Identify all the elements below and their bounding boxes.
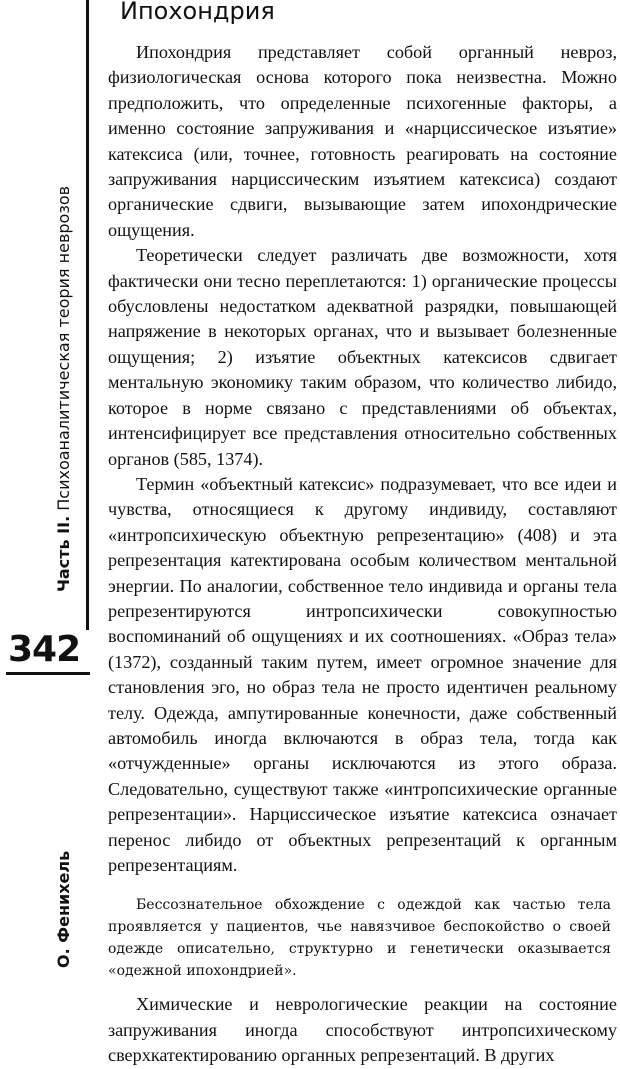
margin-rail xyxy=(0,0,100,992)
part-label: Часть II. xyxy=(54,515,73,592)
page-number-rule xyxy=(6,672,90,675)
paragraph-1: Ипохондрия представляет собой органный невроз, физиологическая основа которого пока неизвестна. Можно предположить, что определенные психогенные факторы, а именно состояние запруживания и «нарциссическое изъятие» катексиса (или, точнее, готовность реагировать на состояние запруживания нарциссическим изъятием катексиса) создают органические сдвиги, вызывающие затем ипохондрические ощущения. xyxy=(108,42,617,240)
running-head-author: О. Фенихель xyxy=(54,850,73,968)
small-print-note: Бессознательное обхождение с одеждой как частью тела проявляется у пациентов, чье навязчивое беспокойство о своей одежде описательно, структурно и генетически оказывается «одежной ипохондрией». xyxy=(108,897,611,980)
paragraph-2: Теоретически следует различать две возможности, хотя фактически они тесно переплетаются: 1) органические процессы обусловлены недостатком адекватной разрядки, повышающей напряжение в некоторых органах, что и вызывает болезненные ощущения; 2) изъятие объектных катексисов сдвигает ментальную экономику таким образом, что количество либидо, которое в норме связано с представлениями об объектах, интенсифицирует все представления относительно собственных органов (585, 1374). xyxy=(108,245,617,469)
running-head-part xyxy=(54,186,73,592)
section-heading: Ипохондрия xyxy=(120,0,275,25)
page-number: 342 xyxy=(8,629,81,670)
margin-rule xyxy=(86,0,89,630)
text-column xyxy=(108,40,617,1069)
part-title: Психоаналитическая теория неврозов xyxy=(54,185,73,511)
paragraph-4: Химические и неврологические реакции на состояние запруживания иногда способствуют интропсихическому сверхкатектированию органных репрезентаций. В других xyxy=(108,994,617,1066)
paragraph-3: Термин «объектный катексис» подразумевает, что все идеи и чувства, относящиеся к другому индивиду, составляют «интропсихическую объектную репрезентацию» (408) и эта репрезентация катектирована особым количеством ментальной энергии. По аналогии, собственное тело индивида и органы тела репрезентируются интропсихически совокупностью воспоминаний об ощущениях и их соотношениях. «Образ тела» (1372), созданный таким путем, имеет огромное значение для становления эго, но образ тела не просто идентичен реальному телу. Одежда, ампутированные конечности, даже собственный автомобиль иногда включаются в образ тела, тогда как «отчужденные» органы исключаются из этого образа. Следовательно, существуют также «интропсихические органные репрезентации». Нарциссическое изъятие катексиса означает перенос либидо от объектных репрезентаций к органным репрезентациям. xyxy=(108,473,617,875)
